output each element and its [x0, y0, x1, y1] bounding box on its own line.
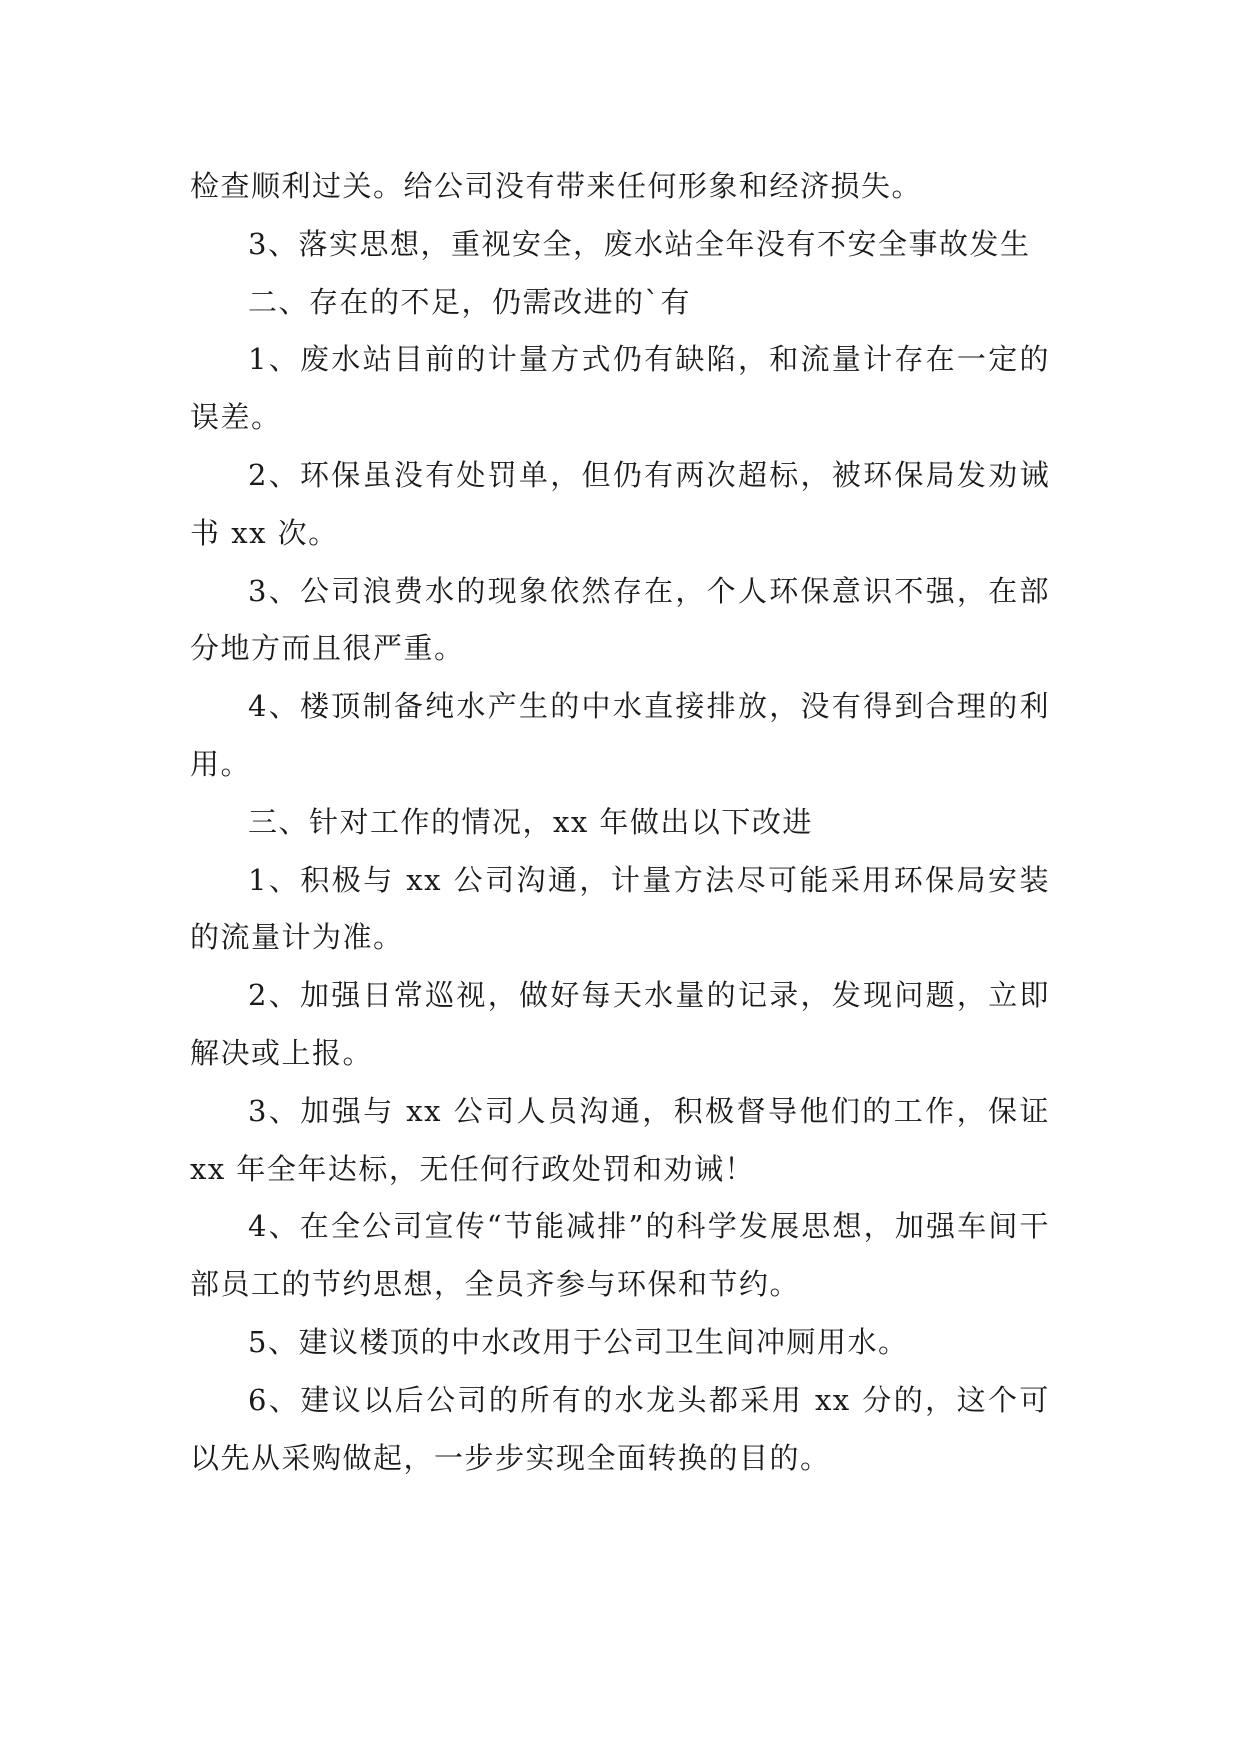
paragraph-improvement-5: 5、建议楼顶的中水改用于公司卫生间冲厕用水。	[248, 1324, 909, 1359]
paragraph-improvement-6: 6、建议以后公司的所有的水龙头都采用 xx 分的，这个可以先从采购做起，一步步实现全面转换的目的。	[190, 1382, 1050, 1475]
paragraph-item-3-safety: 3、落实思想，重视安全，废水站全年没有不安全事故发生	[248, 226, 1031, 261]
section-heading-shortcomings: 二、存在的不足，仍需改进的`有	[248, 284, 692, 319]
paragraph-shortcoming-4: 4、楼顶制备纯水产生的中水直接排放，没有得到合理的利用。	[190, 689, 1050, 781]
paragraph-shortcoming-1: 1、废水站目前的计量方式仍有缺陷，和流量计存在一定的误差。	[190, 342, 1050, 435]
paragraph-shortcoming-2: 2、环保虽没有处罚单，但仍有两次超标，被环保局发劝诫书 xx 次。	[190, 457, 1050, 550]
paragraph-continuation: 检查顺利过关。给公司没有带来任何形象和经济损失。	[190, 169, 923, 203]
paragraph-shortcoming-3: 3、公司浪费水的现象依然存在，个人环保意识不强，在部分地方而且很严重。	[190, 573, 1050, 666]
paragraph-improvement-4: 4、在全公司宣传“节能减排”的科学发展思想，加强车间干部员工的节约思想，全员齐参与环保和节约。	[190, 1209, 1050, 1302]
paragraph-improvement-3: 3、加强与 xx 公司人员沟通，积极督导他们的工作，保证 xx 年全年达标，无任何行政处罚和劝诫！	[190, 1093, 1050, 1186]
paragraph-improvement-2: 2、加强日常巡视，做好每天水量的记录，发现问题，立即解决或上报。	[190, 978, 1050, 1070]
section-heading-improvements: 三、针对工作的情况，xx 年做出以下改进	[248, 804, 813, 839]
paragraph-improvement-1: 1、积极与 xx 公司沟通，计量方法尽可能采用环保局安装的流量计为准。	[190, 862, 1050, 955]
document-body	[190, 158, 1050, 1487]
